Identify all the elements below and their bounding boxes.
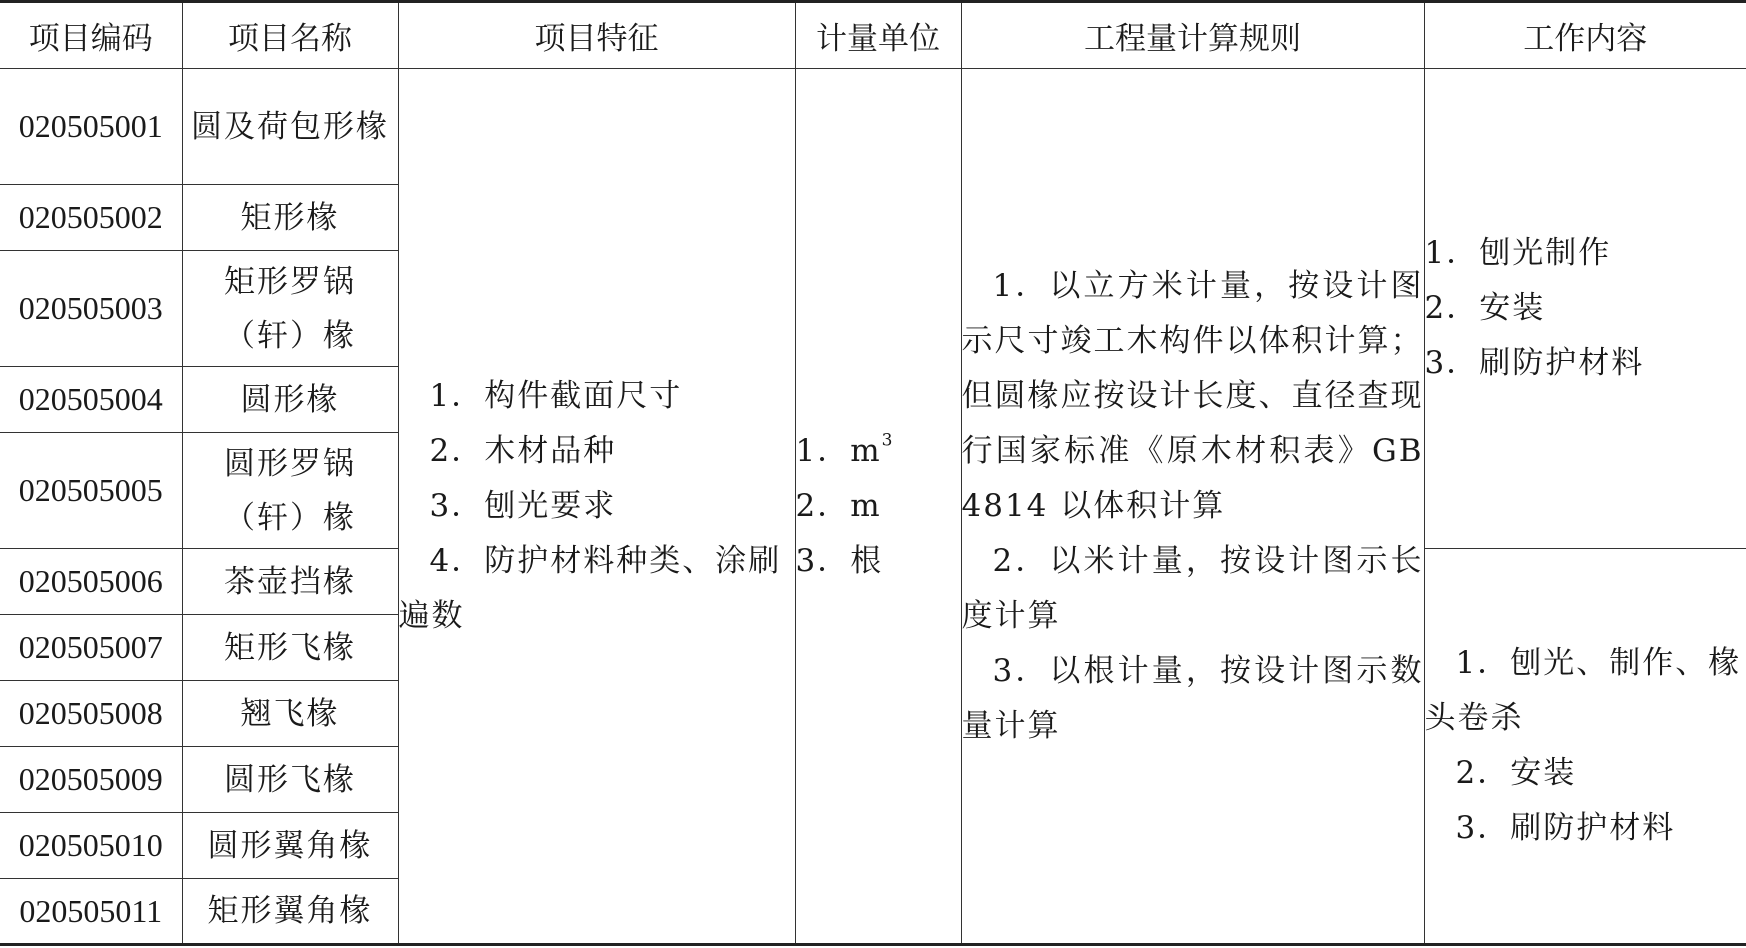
- work-item: 1．刨光制作: [1424, 235, 1612, 271]
- item-code: 020505008: [0, 681, 182, 747]
- work-item: 3．刷防护材料: [1455, 810, 1676, 846]
- work-item: 1．刨光、制作、椽头卷杀: [1424, 645, 1742, 736]
- item-code: 020505011: [0, 879, 182, 945]
- header-work: 工作内容: [1424, 2, 1746, 69]
- rule-item: 2．以米计量，按设计图示长度计算: [961, 542, 1424, 634]
- unit-superscript: 3: [881, 430, 895, 451]
- item-code: 020505009: [0, 747, 182, 813]
- header-features: 项目特征: [398, 2, 795, 69]
- item-name: 圆形飞椽: [182, 747, 398, 813]
- item-name: 圆及荷包形椽: [182, 69, 398, 185]
- header-rules: 工程量计算规则: [961, 2, 1424, 69]
- item-code: 020505002: [0, 185, 182, 251]
- item-code: 020505005: [0, 433, 182, 549]
- item-name: 圆形椽: [182, 367, 398, 433]
- unit-item: 3．根: [795, 542, 884, 579]
- feature-item: 2．木材品种: [429, 432, 617, 469]
- item-name: 茶壶挡椽: [182, 549, 398, 615]
- work-item: 3．刷防护材料: [1424, 345, 1645, 381]
- table-row: [0, 69, 1746, 185]
- header-unit: 计量单位: [795, 2, 961, 69]
- item-code: 020505003: [0, 251, 182, 367]
- item-name: 圆形罗锅（轩）椽: [182, 433, 398, 549]
- item-name: 圆形翼角椽: [182, 813, 398, 879]
- item-code: 020505006: [0, 549, 182, 615]
- item-features-cell: [398, 69, 795, 945]
- item-name: 矩形罗锅（轩）椽: [182, 251, 398, 367]
- rule-item: 1．以立方米计量，按设计图示尺寸竣工木构件以体积计算；但圆椽应按设计长度、直径查现行国家标准《原木材积表》GB 4814 以体积计算: [961, 267, 1424, 524]
- item-code: 020505007: [0, 615, 182, 681]
- unit-item: [796, 424, 961, 479]
- item-code: 020505010: [0, 813, 182, 879]
- unit-cell: [795, 69, 961, 945]
- item-name: 矩形椽: [182, 185, 398, 251]
- feature-item: 3．刨光要求: [429, 487, 617, 524]
- work-item: 2．安装: [1455, 755, 1577, 791]
- unit-item: 2．m: [795, 487, 882, 524]
- work-item: 2．安装: [1424, 290, 1546, 326]
- header-code: 项目编码: [0, 2, 182, 69]
- header-row: [0, 2, 1746, 69]
- item-code: 020505004: [0, 367, 182, 433]
- feature-item: 1．构件截面尺寸: [429, 377, 683, 414]
- feature-item: 4．防护材料种类、涂刷遍数: [398, 542, 782, 634]
- item-name: 翘飞椽: [182, 681, 398, 747]
- rule-item: 3．以根计量，按设计图示数量计算: [961, 652, 1424, 744]
- work-content-upper: [1424, 69, 1746, 549]
- work-content-lower: [1424, 549, 1746, 945]
- item-name: 矩形飞椽: [182, 615, 398, 681]
- header-name: 项目名称: [182, 2, 398, 69]
- calculation-rules-cell: [961, 69, 1424, 945]
- item-code: 020505001: [0, 69, 182, 185]
- item-name: 矩形翼角椽: [182, 879, 398, 945]
- unit-item-text: 1．m: [795, 432, 882, 469]
